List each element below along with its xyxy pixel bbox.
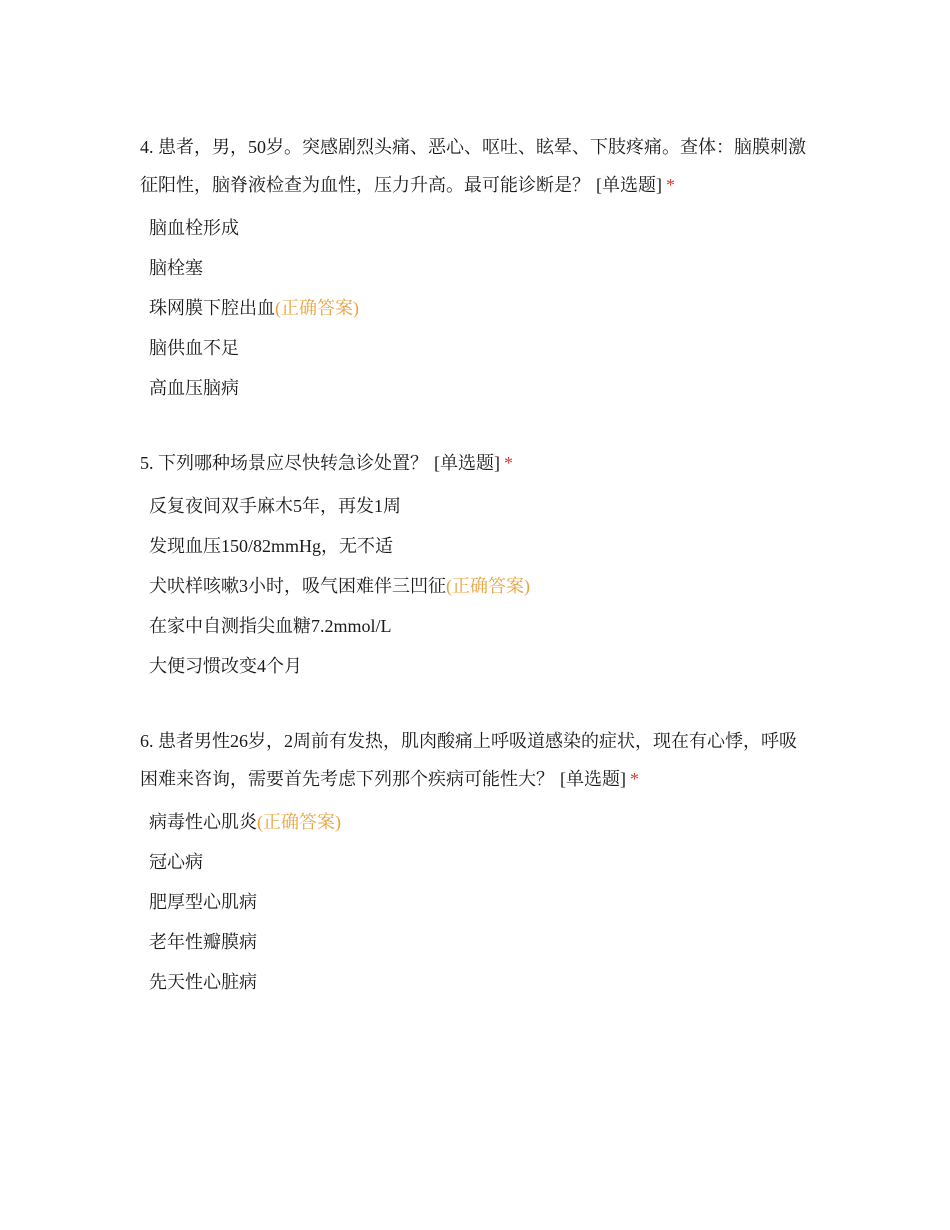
option-text: 大便习惯改变4个月 [149,656,302,676]
option-item[interactable] [149,962,810,1002]
option-text: 在家中自测指尖血糖7.2mmol/L [149,616,392,636]
option-text: 老年性瓣膜病 [149,932,257,952]
option-list [140,802,810,1002]
option-text: 肥厚型心肌病 [149,892,257,912]
option-text: 病毒性心肌炎 [149,812,257,832]
question-title [140,444,810,482]
option-text: 犬吠样咳嗽3小时，吸气困难伴三凹征 [149,576,446,596]
correct-answer-label: (正确答案) [275,298,359,318]
option-text: 高血压脑病 [149,378,239,398]
required-star: * [630,769,639,789]
option-item[interactable] [149,882,810,922]
question-type-label: [单选题] [560,769,626,789]
option-item[interactable] [149,802,810,842]
option-list [140,208,810,408]
required-star: * [504,453,513,473]
option-item[interactable] [149,526,810,566]
option-item[interactable] [149,288,810,328]
question-4 [140,128,810,408]
correct-answer-label: (正确答案) [257,812,341,832]
option-text: 冠心病 [149,852,203,872]
question-type-label: [单选题] [434,453,500,473]
option-text: 脑栓塞 [149,258,203,278]
option-item[interactable] [149,842,810,882]
option-item[interactable] [149,248,810,288]
option-text: 脑供血不足 [149,338,239,358]
question-title [140,128,810,204]
correct-answer-label: (正确答案) [446,576,530,596]
question-list [140,128,810,1038]
option-text: 脑血栓形成 [149,218,239,238]
option-text: 反复夜间双手麻木5年，再发1周 [149,496,401,516]
option-text: 发现血压150/82mmHg，无不适 [149,536,394,556]
question-6 [140,722,810,1002]
option-item[interactable] [149,368,810,408]
question-text: 5. 下列哪种场景应尽快转急诊处置？ [140,453,428,473]
required-star: * [666,175,675,195]
option-item[interactable] [149,328,810,368]
question-title [140,722,810,798]
option-item[interactable] [149,646,810,686]
option-text: 先天性心脏病 [149,972,257,992]
option-list [140,486,810,686]
question-text: 6. 患者男性26岁，2周前有发热，肌肉酸痛上呼吸道感染的症状，现在有心悸，呼吸困难来咨询，需要首先考虑下列那个疾病可能性大？ [140,731,797,789]
option-item[interactable] [149,606,810,646]
question-text: 4. 患者，男，50岁。突感剧烈头痛、恶心、呕吐、眩晕、下肢疼痛。查体：脑膜刺激征阳性，脑脊液检查为血性，压力升高。最可能诊断是？ [140,137,806,195]
option-item[interactable] [149,208,810,248]
option-item[interactable] [149,566,810,606]
question-type-label: [单选题] [596,175,662,195]
option-text: 珠网膜下腔出血 [149,298,275,318]
question-5 [140,444,810,686]
option-item[interactable] [149,486,810,526]
option-item[interactable] [149,922,810,962]
